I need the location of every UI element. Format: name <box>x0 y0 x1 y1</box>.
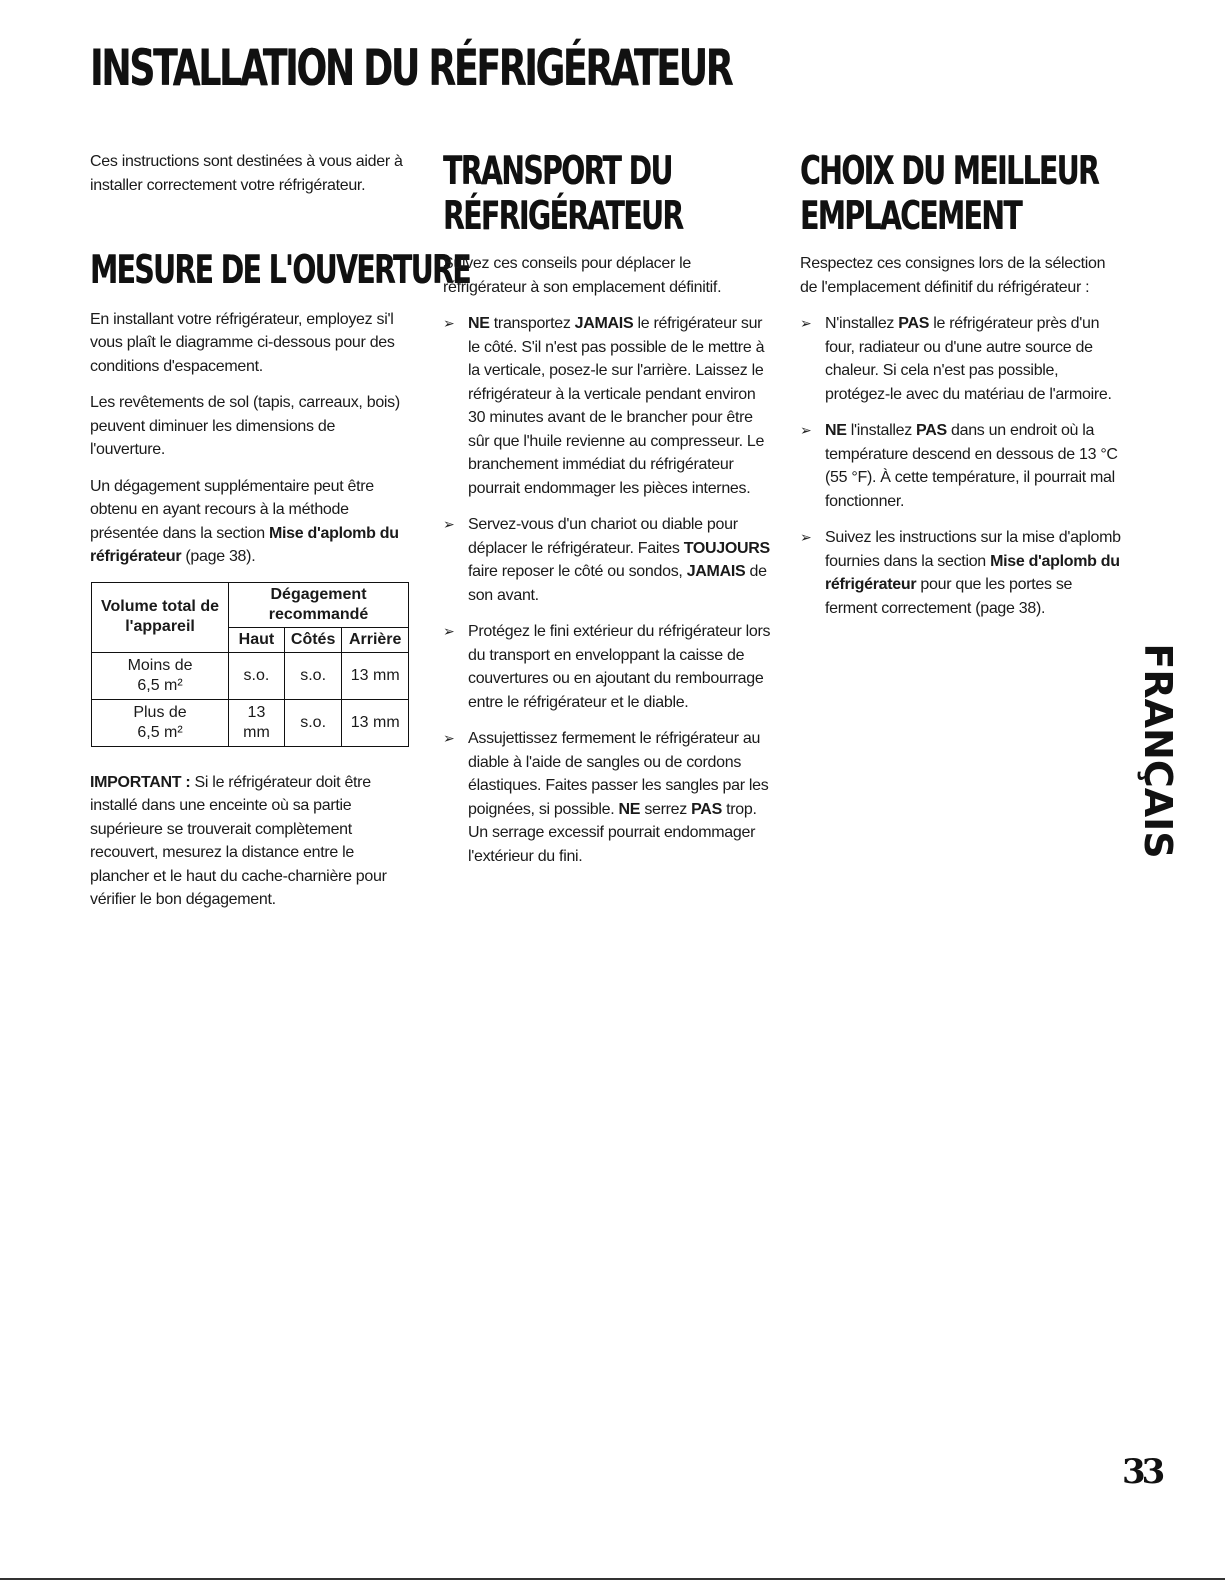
table-cell-sides: s.o. <box>284 652 342 699</box>
bottom-divider <box>0 1578 1225 1580</box>
page-number: 33 <box>1122 1452 1162 1492</box>
heading-opening-measure: MESURE DE L'OUVERTURE <box>90 248 470 293</box>
extra-clearance-paragraph: Un dégagement supplémentaire peut être obtenu en ayant recours à la méthode présentée dans la section Mise d'aplomb du réfrigérateur (page 38). <box>90 477 399 566</box>
arrow-bullet-icon: ➢ <box>443 730 455 746</box>
transport-intro: Suivez ces conseils pour déplacer le réfrigérateur à son emplacement définitif. <box>443 255 722 296</box>
heading-location-line1: CHOIX DU MEILLEUR <box>800 149 1099 194</box>
table-cell-back: 13 mm <box>342 652 409 699</box>
table-header-back: Arrière <box>342 627 409 652</box>
list-item: ➢ Suivez les instructions sur la mise d'aplomb fournies dans la section Mise d'aplomb du réfrigérateur pour que les portes se ferment correctement (page 38). <box>800 526 1125 620</box>
table-cell-top: s.o. <box>229 652 285 699</box>
list-item: ➢ Servez-vous d'un chariot ou diable pour déplacer le réfrigérateur. Faites TOUJOURS faire reposer le côté ou sondos, JAMAIS de son avant. <box>443 513 773 607</box>
arrow-bullet-icon: ➢ <box>800 529 812 545</box>
heading-transport-line1: TRANSPORT DU <box>443 149 672 194</box>
intro-paragraph: Ces instructions sont destinées à vous aider à installer correctement votre réfrigérateur. <box>90 153 403 194</box>
heading-transport-line2: RÉFRIGÉRATEUR <box>443 193 683 239</box>
table-cell-volume: Moins de 6,5 m² <box>92 652 229 699</box>
table-cell-volume: Plus de 6,5 m² <box>92 699 229 746</box>
spacing-paragraph: En installant votre réfrigérateur, employez si'l vous plaît le diagramme ci-dessous pour des conditions d'espacement. <box>90 310 395 375</box>
arrow-bullet-icon: ➢ <box>800 315 812 331</box>
table-cell-top: 13 mm <box>229 699 285 746</box>
page-title: INSTALLATION DU RÉFRIGÉRATEUR <box>90 39 732 97</box>
list-item: ➢ NE transportez JAMAIS le réfrigérateur sur le côté. S'il n'est pas possible de le mettre à la verticale, posez-le sur l'arrière. Laissez le réfrigérateur à la verticale pendant environ 30 minutes avant de le brancher pour être sûr que l'huile revienne au compresseur. Le branchement immédiat du réfrigérateur pourrait endommager les pièces internes. <box>443 312 773 500</box>
column-transport <box>443 150 773 881</box>
list-item: ➢ Assujettissez fermement le réfrigérateur au diable à l'aide de sangles ou de cordons élastiques. Faites passer les sangles par les poignées, si possible. NE serrez PAS trop. Un serrage excessif pourrait endommager l'extérieur du fini. <box>443 727 773 868</box>
column-location <box>800 150 1125 633</box>
table-row <box>92 652 409 699</box>
list-item: ➢ N'installez PAS le réfrigérateur près d'un four, radiateur ou d'une autre source de chaleur. Si cela n'est pas possible, protégez-le avec du matériau de l'armoire. <box>800 312 1125 406</box>
important-label: IMPORTANT : <box>90 773 191 791</box>
language-label: FRANÇAIS <box>1136 643 1180 859</box>
table-header-sides: Côtés <box>284 627 342 652</box>
table-header-clearance: Dégagement recommandé <box>229 582 409 627</box>
location-list <box>800 312 1125 620</box>
arrow-bullet-icon: ➢ <box>443 315 455 331</box>
leveling-section-ref: Mise d'aplomb du réfrigérateur <box>90 524 399 566</box>
table-header-top: Haut <box>229 627 285 652</box>
floor-coverings-paragraph: Les revêtements de sol (tapis, carreaux, bois) peuvent diminuer les dimensions de l'ouverture. <box>90 394 400 459</box>
table-header-volume: Volume total de l'appareil <box>92 582 229 652</box>
table-cell-back: 13 mm <box>342 699 409 746</box>
important-paragraph: IMPORTANT : Si le réfrigérateur doit être installé dans une enceinte où sa partie supérieure se trouverait complètement recouvert, mesurez la distance entre le plancher et le haut du cache-charnière pour vérifier le bon dégagement. <box>90 773 387 909</box>
column-opening-measure <box>90 150 470 925</box>
table-cell-sides: s.o. <box>284 699 342 746</box>
arrow-bullet-icon: ➢ <box>800 422 812 438</box>
arrow-bullet-icon: ➢ <box>443 516 455 532</box>
heading-location-line2: EMPLACEMENT <box>800 193 1022 239</box>
list-item: ➢ Protégez le fini extérieur du réfrigérateur lors du transport en enveloppant la caisse de couvertures ou en ajoutant du rembourrage entre le réfrigérateur et le diable. <box>443 620 773 714</box>
language-side-tab <box>1133 636 1183 866</box>
table-row <box>92 699 409 746</box>
location-intro: Respectez ces consignes lors de la sélection de l'emplacement définitif du réfrigérateur : <box>800 255 1106 296</box>
clearance-table <box>91 582 409 747</box>
list-item: ➢ NE l'installez PAS dans un endroit où la température descend en dessous de 13 °C (55 °F). À cette température, il pourrait mal fonctionner. <box>800 419 1125 513</box>
transport-list <box>443 312 773 868</box>
arrow-bullet-icon: ➢ <box>443 623 455 639</box>
